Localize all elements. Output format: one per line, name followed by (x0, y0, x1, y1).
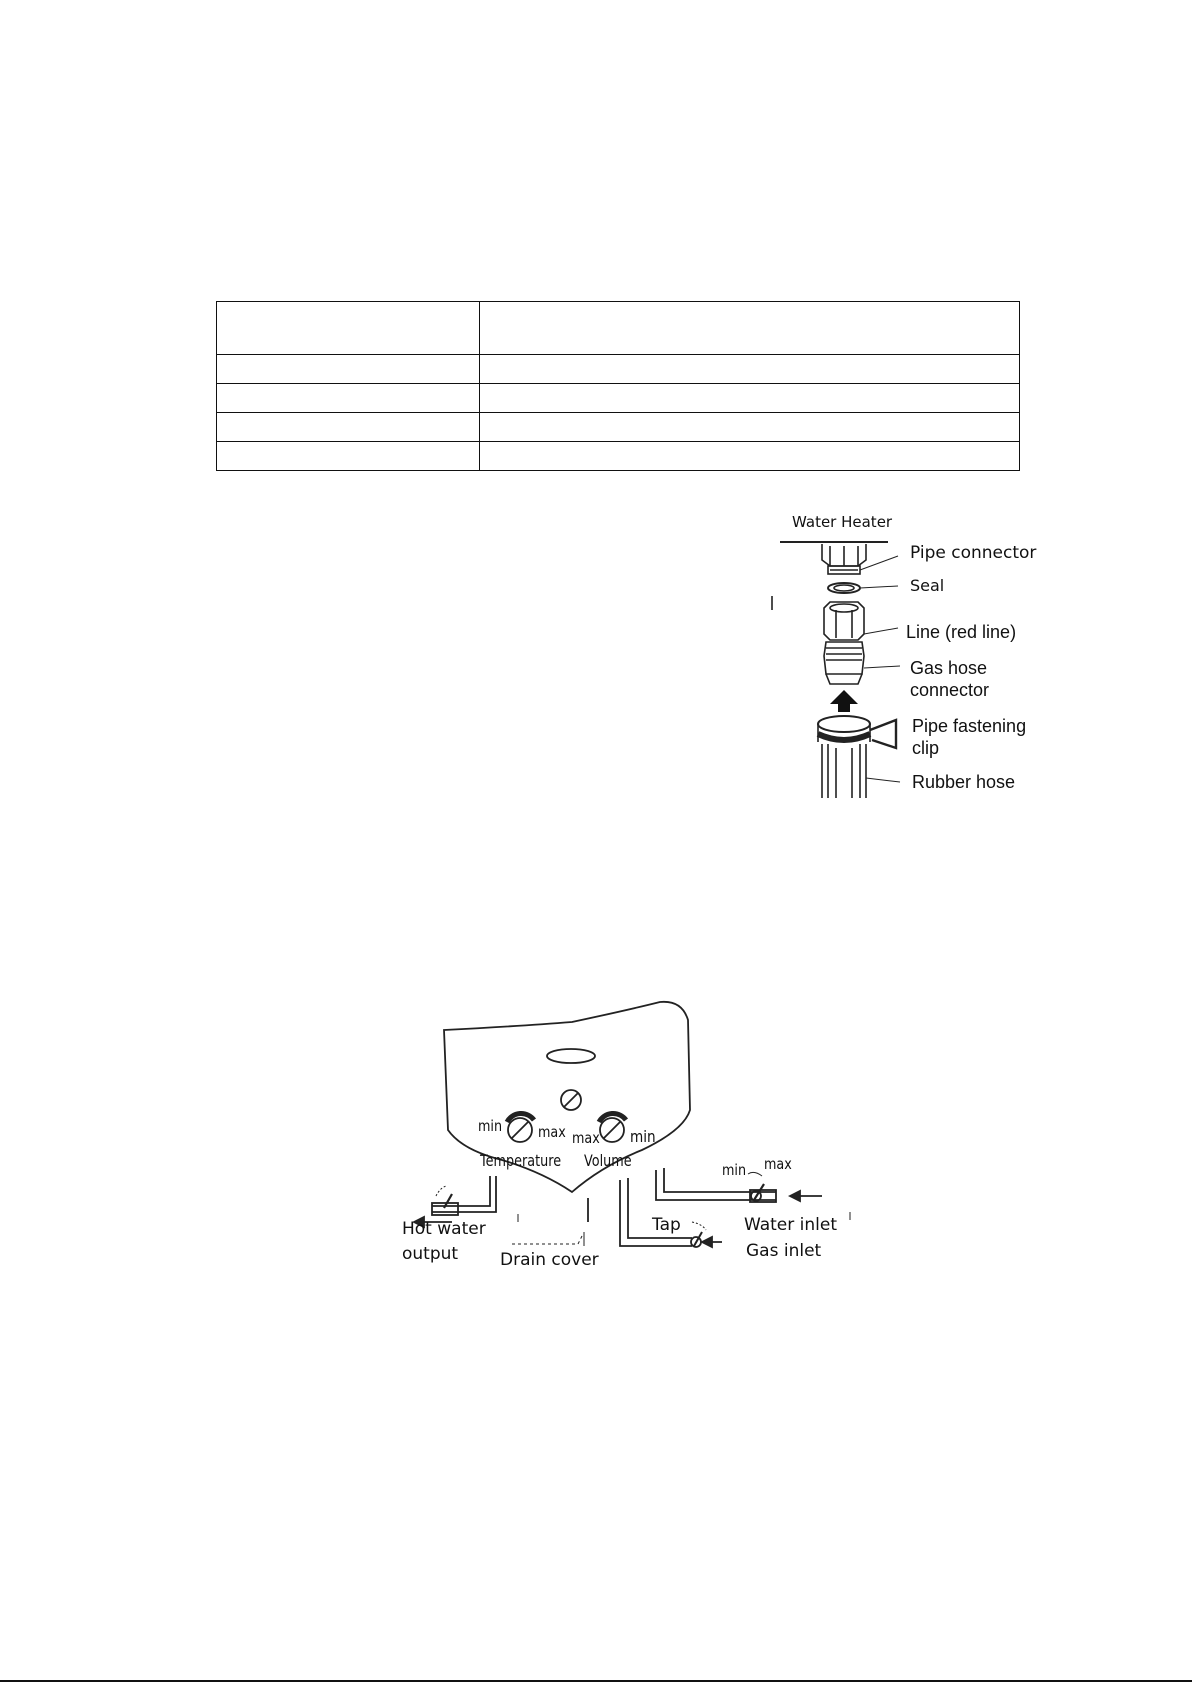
rubber-hose-label: Rubber hose (912, 772, 1016, 792)
seal-label: Seal (910, 576, 945, 595)
water-inlet-label: Water inlet (744, 1215, 838, 1235)
pipe-connector-label: Pipe connector (910, 543, 1037, 563)
table-cell (480, 384, 1020, 413)
table-cell (217, 384, 480, 413)
table-row (217, 442, 1020, 471)
volume-max-label: max (572, 1129, 600, 1147)
spec-table (216, 301, 1020, 471)
table-cell (217, 413, 480, 442)
water-heater-label: Water Heater (792, 513, 893, 531)
table-header-row (217, 302, 1020, 355)
volume-label: Volume (584, 1151, 632, 1170)
volume-min-label: min (630, 1127, 656, 1146)
gas-hose-connector-label-2: connector (910, 680, 990, 700)
temp-min-label: min (478, 1117, 503, 1135)
tap-max-label: max (764, 1155, 792, 1173)
water-heater-connections-diagram (392, 1000, 872, 1280)
table-cell (217, 355, 480, 384)
gas-hose-connector-label-1: Gas hose (910, 658, 988, 678)
drain-cover-label: Drain cover (500, 1250, 599, 1270)
temp-max-label: max (538, 1123, 566, 1141)
page-bottom-rule (0, 1680, 1192, 1682)
tap-min-label: min (722, 1161, 747, 1179)
line-label: Line (red line) (906, 622, 1017, 642)
table-cell (480, 413, 1020, 442)
table-cell (480, 302, 1020, 355)
table-row (217, 413, 1020, 442)
temperature-label: Temperature (480, 1151, 562, 1170)
table-cell (480, 355, 1020, 384)
gas-hose-connector-diagram (760, 508, 1060, 808)
table-cell (217, 302, 480, 355)
table-cell (480, 442, 1020, 471)
table-row (217, 384, 1020, 413)
gas-inlet-label: Gas inlet (746, 1241, 822, 1261)
pipe-fastening-clip-label-1: Pipe fastening (912, 716, 1027, 736)
tap-label: Tap (652, 1215, 681, 1235)
table-row (217, 355, 1020, 384)
hot-water-label-1: Hot water (402, 1219, 486, 1239)
table-cell (217, 442, 480, 471)
hot-water-label-2: output (402, 1244, 459, 1264)
pipe-fastening-clip-label-2: clip (912, 738, 940, 758)
